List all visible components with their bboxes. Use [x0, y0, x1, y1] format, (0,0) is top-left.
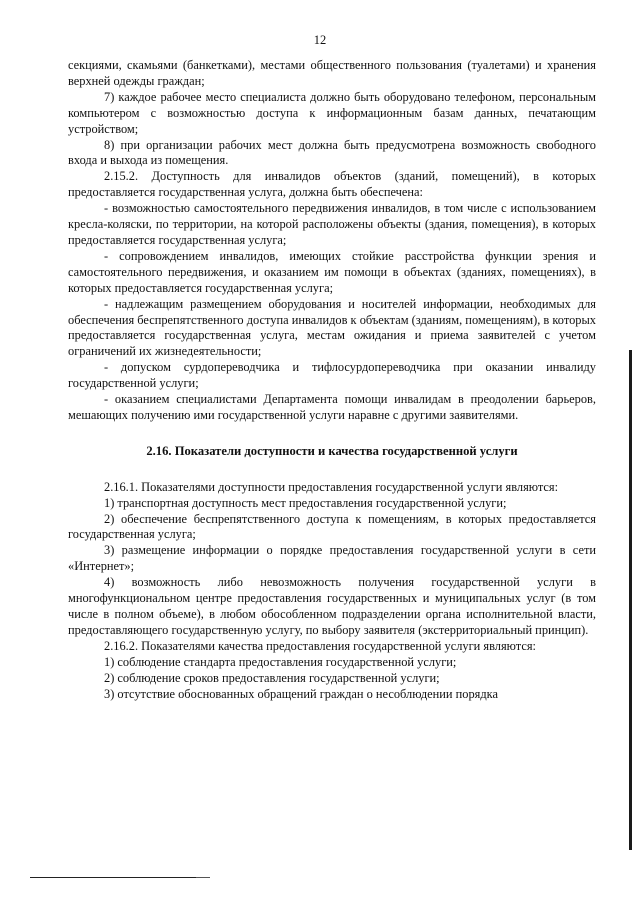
paragraph: 3) отсутствие обоснованных обращений граждан о несоблюдении порядка	[104, 686, 498, 701]
paragraph: 3) размещение информации о порядке предоставления государственной услуги в сети «Интернет»;	[68, 543, 596, 574]
paragraph: - сопровождением инвалидов, имеющих стойкие расстройства функции зрения и самостоятельного передвижения, и оказанием им помощи в объектах (зданиях, помещениях), в которых предоставляется государственная услуга;	[68, 248, 596, 295]
paragraph: 4) возможность либо невозможность получения государственной услуги в многофункциональном центре предоставления государственных и муниципальных услуг (в том числе в полном объеме), в любом обособленном подразделении органа исполнительной власти, предоставляющего государственную услугу, по выбору заявителя (экстерриториальный принцип).	[68, 575, 596, 637]
section-heading: 2.16. Показатели доступности и качества государственной услуги	[146, 443, 518, 458]
paragraph: - надлежащим размещением оборудования и носителей информации, необходимых для обеспечения беспрепятственного доступа инвалидов к объектам (зданиям, помещениям), в которых предоставляется государственная услуга, местам ожидания и приема заявителей с учетом ограничений их жизнедеятельности;	[68, 296, 596, 359]
paragraph: 8) при организации рабочих мест должна быть предусмотрена возможность свободного входа и выхода из помещения.	[68, 137, 596, 168]
footer-rule-fragment	[196, 877, 210, 878]
paragraph: 2) обеспечение беспрепятственного доступа к помещениям, в которых предоставляется государственная услуга;	[68, 511, 596, 542]
paragraph: секциями, скамьями (банкетками), местами общественного пользования (туалетами) и хранения верхней одежды граждан;	[68, 58, 596, 88]
paragraph: 2) соблюдение сроков предоставления государственной услуги;	[104, 670, 440, 685]
paragraph: 2.16.2. Показателями качества предоставления государственной услуги являются:	[104, 638, 536, 653]
paragraph: - оказанием специалистами Департамента помощи инвалидам в преодолении барьеров, мешающих получению ими государственной услуги наравне с другими заявителями.	[68, 392, 596, 422]
paragraph: - возможностью самостоятельного передвижения инвалидов, в том числе с использованием кресла-коляски, по территории, на которой расположены объекты (здания, помещения), в которых предоставляется государственная услуга;	[68, 201, 596, 247]
page-number: 12	[313, 33, 327, 47]
paragraph: 7) каждое рабочее место специалиста должно быть оборудовано телефоном, персональным компьютером с возможностью доступа к информационным базам данных, печатающим устройством;	[68, 89, 596, 136]
footer-rule	[30, 877, 210, 878]
paragraph: 2.15.2. Доступность для инвалидов объектов (зданий, помещений), в которых предоставляется государственная услуга, должна быть обеспечена:	[68, 169, 596, 200]
scan-edge-shadow	[629, 350, 632, 850]
paragraph: 2.16.1. Показателями доступности предоставления государственной услуги являются:	[104, 479, 559, 494]
paragraph: 1) транспортная доступность мест предоставления государственной услуги;	[104, 495, 507, 510]
paragraph: - допуском сурдопереводчика и тифлосурдопереводчика при оказании инвалиду государственной услуги;	[68, 360, 596, 391]
document-body	[68, 58, 596, 702]
paragraph: 1) соблюдение стандарта предоставления государственной услуги;	[104, 654, 457, 669]
